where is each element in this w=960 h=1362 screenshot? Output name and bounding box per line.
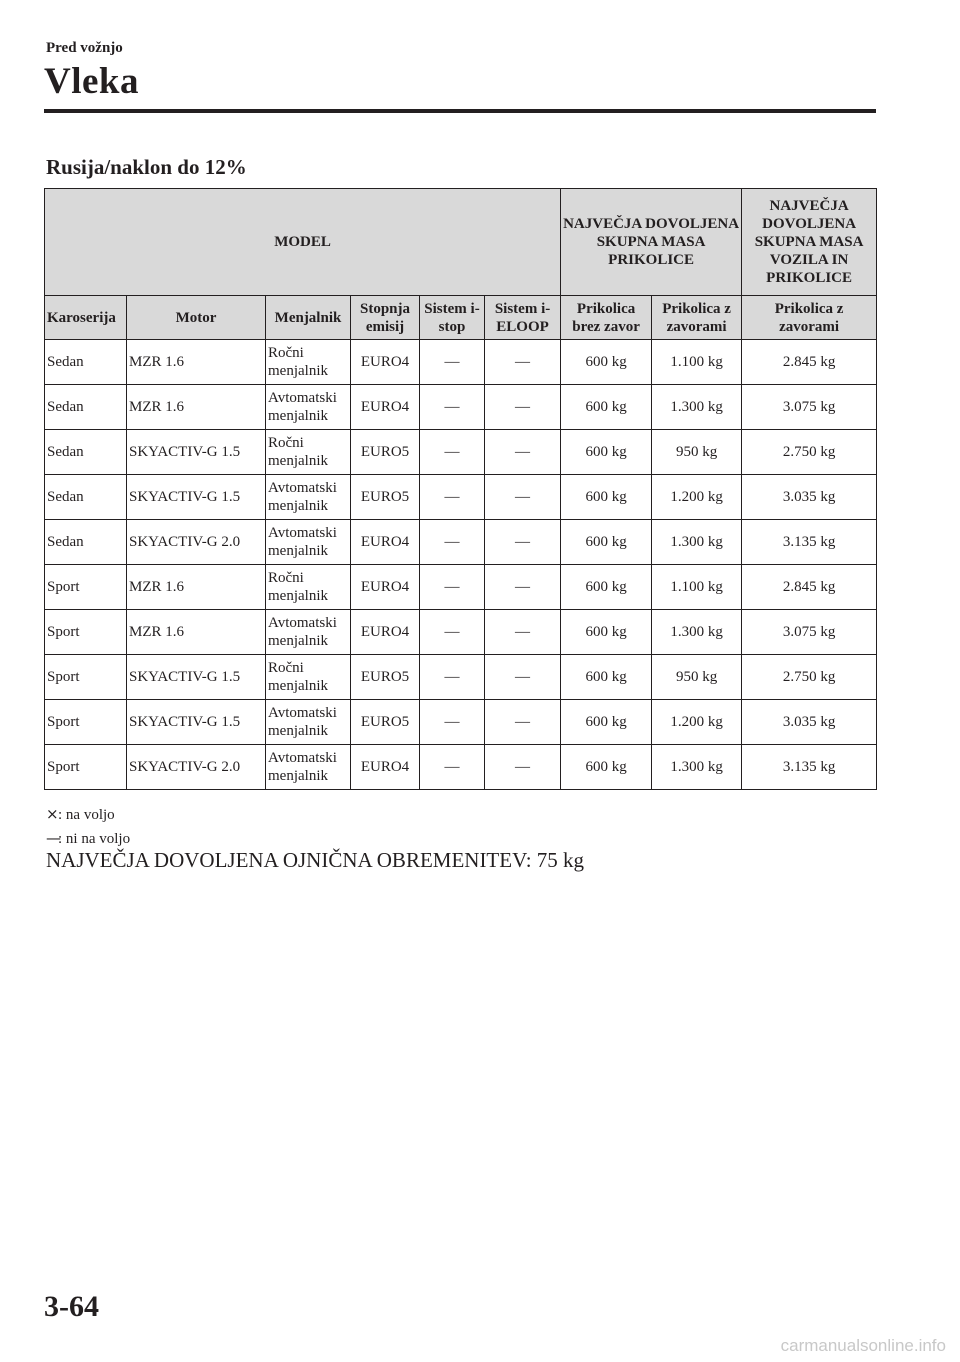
ieloop-cell: — [485, 430, 561, 475]
column-header: Motor [127, 296, 266, 340]
combined-mass-cell: 3.035 kg [742, 700, 877, 745]
body-type-cell: Sport [45, 655, 127, 700]
legend-text: : na voljo [58, 807, 115, 823]
column-header: Menjalnik [266, 296, 351, 340]
istop-cell: — [420, 340, 485, 385]
unbraked-trailer-cell: 600 kg [561, 745, 652, 790]
body-type-cell: Sedan [45, 385, 127, 430]
cross-symbol: × [46, 805, 59, 823]
braked-trailer-cell: 1.300 kg [652, 385, 742, 430]
body-type-cell: Sport [45, 565, 127, 610]
istop-cell: — [420, 520, 485, 565]
braked-trailer-cell: 1.100 kg [652, 340, 742, 385]
ieloop-cell: — [485, 475, 561, 520]
body-type-cell: Sedan [45, 520, 127, 565]
transmission-cell: Ročni menjalnik [266, 565, 351, 610]
ieloop-cell: — [485, 655, 561, 700]
table-row [45, 475, 877, 520]
table-row [45, 655, 877, 700]
page-number: 3-64 [44, 1290, 99, 1323]
column-header: Karoserija [45, 296, 127, 340]
unbraked-trailer-cell: 600 kg [561, 385, 652, 430]
header-model: MODEL [45, 189, 561, 296]
emission-cell: EURO5 [351, 430, 420, 475]
transmission-cell: Ročni menjalnik [266, 655, 351, 700]
ieloop-cell: — [485, 340, 561, 385]
column-header: Prikolica z zavorami [742, 296, 877, 340]
ieloop-cell: — [485, 520, 561, 565]
header-row-top [45, 189, 877, 296]
istop-cell: — [420, 565, 485, 610]
combined-mass-cell: 3.135 kg [742, 745, 877, 790]
combined-mass-cell: 3.075 kg [742, 610, 877, 655]
header-max-trailer-mass: NAJVEČJA DOVOLJENA SKUPNA MASA PRIKOLICE [561, 189, 742, 296]
emission-cell: EURO5 [351, 475, 420, 520]
transmission-cell: Avtomatski menjalnik [266, 700, 351, 745]
istop-cell: — [420, 745, 485, 790]
table-row [45, 340, 877, 385]
table-row [45, 520, 877, 565]
header-row-columns [45, 296, 877, 340]
unbraked-trailer-cell: 600 kg [561, 340, 652, 385]
unbraked-trailer-cell: 600 kg [561, 610, 652, 655]
engine-cell: MZR 1.6 [127, 340, 266, 385]
combined-mass-cell: 3.075 kg [742, 385, 877, 430]
istop-cell: — [420, 655, 485, 700]
braked-trailer-cell: 950 kg [652, 655, 742, 700]
braked-trailer-cell: 1.100 kg [652, 565, 742, 610]
body-type-cell: Sedan [45, 430, 127, 475]
istop-cell: — [420, 430, 485, 475]
table-row [45, 610, 877, 655]
transmission-cell: Avtomatski menjalnik [266, 385, 351, 430]
transmission-cell: Ročni menjalnik [266, 340, 351, 385]
ieloop-cell: — [485, 610, 561, 655]
table-row [45, 565, 877, 610]
engine-cell: SKYACTIV-G 1.5 [127, 655, 266, 700]
column-header: Sistem i-stop [420, 296, 485, 340]
emission-cell: EURO4 [351, 520, 420, 565]
emission-cell: EURO4 [351, 610, 420, 655]
unbraked-trailer-cell: 600 kg [561, 520, 652, 565]
engine-cell: SKYACTIV-G 2.0 [127, 745, 266, 790]
body-type-cell: Sedan [45, 475, 127, 520]
istop-cell: — [420, 610, 485, 655]
ieloop-cell: — [485, 700, 561, 745]
combined-mass-cell: 3.135 kg [742, 520, 877, 565]
engine-cell: SKYACTIV-G 1.5 [127, 700, 266, 745]
body-type-cell: Sport [45, 745, 127, 790]
section-label: Pred vožnjo [46, 40, 123, 56]
engine-cell: SKYACTIV-G 2.0 [127, 520, 266, 565]
title-rule [44, 109, 876, 113]
combined-mass-cell: 2.750 kg [742, 430, 877, 475]
transmission-cell: Avtomatski menjalnik [266, 475, 351, 520]
column-header: Prikolica z zavorami [652, 296, 742, 340]
header-max-combined-mass: NAJVEČJA DOVOLJENA SKUPNA MASA VOZILA IN PRIKOLICE [742, 189, 877, 296]
combined-mass-cell: 2.750 kg [742, 655, 877, 700]
emission-cell: EURO4 [351, 340, 420, 385]
istop-cell: — [420, 475, 485, 520]
page-title: Vleka [44, 61, 139, 102]
unbraked-trailer-cell: 600 kg [561, 475, 652, 520]
engine-cell: SKYACTIV-G 1.5 [127, 475, 266, 520]
unbraked-trailer-cell: 600 kg [561, 655, 652, 700]
unbraked-trailer-cell: 600 kg [561, 700, 652, 745]
engine-cell: SKYACTIV-G 1.5 [127, 430, 266, 475]
braked-trailer-cell: 1.200 kg [652, 700, 742, 745]
emission-cell: EURO4 [351, 565, 420, 610]
transmission-cell: Avtomatski menjalnik [266, 745, 351, 790]
ieloop-cell: — [485, 745, 561, 790]
unbraked-trailer-cell: 600 kg [561, 430, 652, 475]
legend-text: : ni na voljo [58, 831, 131, 847]
braked-trailer-cell: 1.200 kg [652, 475, 742, 520]
braked-trailer-cell: 1.300 kg [652, 520, 742, 565]
ieloop-cell: — [485, 385, 561, 430]
table-row [45, 700, 877, 745]
transmission-cell: Avtomatski menjalnik [266, 520, 351, 565]
transmission-cell: Avtomatski menjalnik [266, 610, 351, 655]
body-type-cell: Sport [45, 610, 127, 655]
engine-cell: MZR 1.6 [127, 610, 266, 655]
combined-mass-cell: 2.845 kg [742, 340, 877, 385]
legend-item-available [46, 803, 130, 827]
table-row [45, 430, 877, 475]
emission-cell: EURO5 [351, 700, 420, 745]
legend [46, 803, 130, 851]
column-header: Stopnja emisij [351, 296, 420, 340]
ieloop-cell: — [485, 565, 561, 610]
braked-trailer-cell: 1.300 kg [652, 610, 742, 655]
emission-cell: EURO5 [351, 655, 420, 700]
combined-mass-cell: 2.845 kg [742, 565, 877, 610]
combined-mass-cell: 3.035 kg [742, 475, 877, 520]
transmission-cell: Ročni menjalnik [266, 430, 351, 475]
istop-cell: — [420, 385, 485, 430]
sub-heading: Rusija/naklon do 12% [46, 155, 247, 179]
istop-cell: — [420, 700, 485, 745]
tongue-load-note: NAJVEČJA DOVOLJENA OJNIČNA OBREMENITEV: 75 kg [46, 848, 585, 872]
unbraked-trailer-cell: 600 kg [561, 565, 652, 610]
body-type-cell: Sport [45, 700, 127, 745]
braked-trailer-cell: 950 kg [652, 430, 742, 475]
engine-cell: MZR 1.6 [127, 565, 266, 610]
column-header: Sistem i-ELOOP [485, 296, 561, 340]
table-body [45, 340, 877, 790]
body-type-cell: Sedan [45, 340, 127, 385]
engine-cell: MZR 1.6 [127, 385, 266, 430]
table-row [45, 745, 877, 790]
watermark: carmanualsonline.info [780, 1336, 946, 1355]
braked-trailer-cell: 1.300 kg [652, 745, 742, 790]
towing-capacity-table [44, 188, 877, 790]
table-row [45, 385, 877, 430]
emission-cell: EURO4 [351, 385, 420, 430]
dash-symbol: — [46, 829, 61, 847]
column-header: Prikolica brez zavor [561, 296, 652, 340]
emission-cell: EURO4 [351, 745, 420, 790]
